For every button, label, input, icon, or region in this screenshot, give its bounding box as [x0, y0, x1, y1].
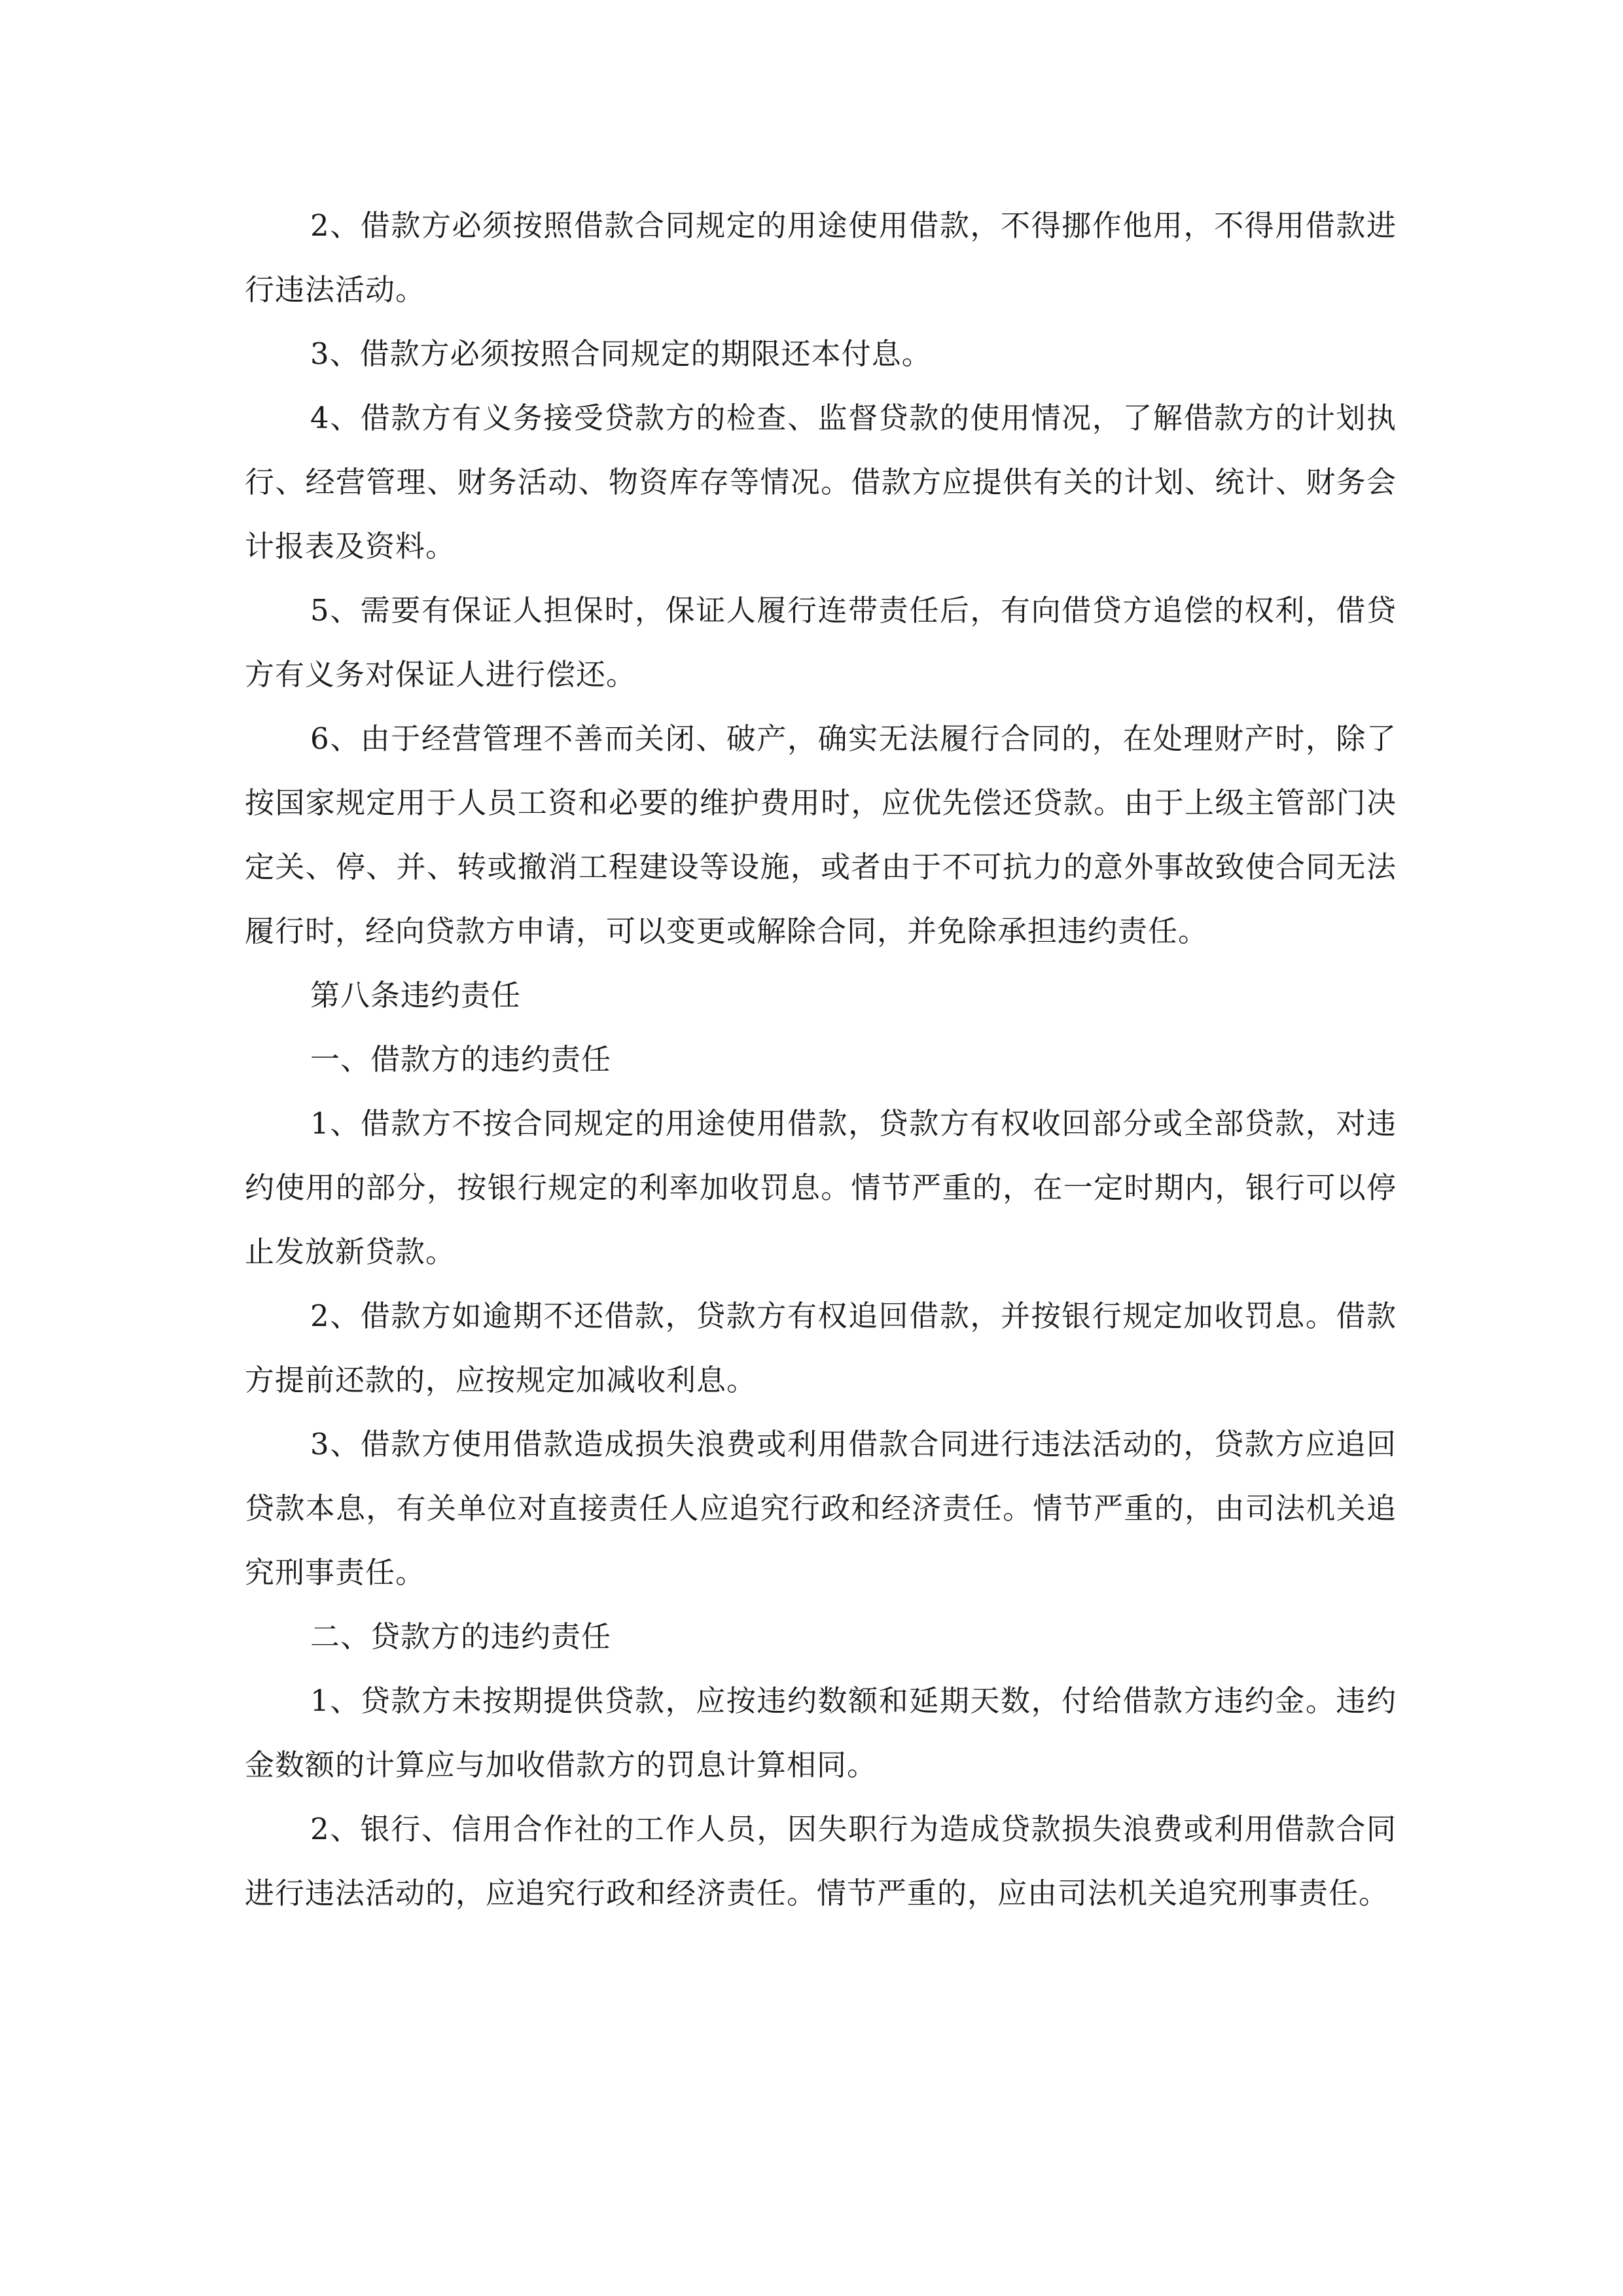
clause-4-supervision: 4、借款方有义务接受贷款方的检查、监督贷款的使用情况，了解借款方的计划执行、经营管理、财务活动、物资库存等情况。借款方应提供有关的计划、统计、财务会计报表及资料。	[245, 401, 1397, 564]
article-8-heading: 第八条违约责任	[310, 978, 522, 1013]
borrower-breach-1: 1、借款方不按合同规定的用途使用借款，贷款方有权收回部分或全部贷款，对违约使用的部分，按银行规定的利率加收罚息。情节严重的，在一定时期内，银行可以停止发放新贷款。	[245, 1106, 1397, 1269]
section-2-heading: 二、贷款方的违约责任	[310, 1619, 612, 1654]
clause-3-repayment-term: 3、借款方必须按照合同规定的期限还本付息。	[310, 336, 932, 371]
borrower-breach-3: 3、借款方使用借款造成损失浪费或利用借款合同进行违法活动的，贷款方应追回贷款本息，有关单位对直接责任人应追究行政和经济责任。情节严重的，由司法机关追究刑事责任。	[245, 1427, 1397, 1590]
lender-breach-1: 1、贷款方未按期提供贷款，应按违约数额和延期天数，付给借款方违约金。违约金数额的计算应与加收借款方的罚息计算相同。	[245, 1683, 1397, 1782]
borrower-breach-2: 2、借款方如逾期不还借款，贷款方有权追回借款，并按银行规定加收罚息。借款方提前还款的，应按规定加减收利息。	[245, 1299, 1397, 1397]
section-1-heading: 一、借款方的违约责任	[310, 1042, 612, 1077]
clause-2-use-of-loan: 2、借款方必须按照借款合同规定的用途使用借款，不得挪作他用，不得用借款进行违法活动。	[245, 208, 1397, 307]
lender-breach-2: 2、银行、信用合作社的工作人员，因失职行为造成贷款损失浪费或利用借款合同进行违法活动的，应追究行政和经济责任。情节严重的，应由司法机关追究刑事责任。	[245, 1812, 1397, 1910]
document-body	[245, 194, 1397, 1926]
clause-6-bankruptcy: 6、由于经营管理不善而关闭、破产，确实无法履行合同的，在处理财产时，除了按国家规定用于人员工资和必要的维护费用时，应优先偿还贷款。由于上级主管部门决定关、停、并、转或撤消工程建设等设施，或者由于不可抗力的意外事故致使合同无法履行时，经向贷款方申请，可以变更或解除合同，并免除承担违约责任。	[245, 721, 1397, 948]
clause-5-guarantor: 5、需要有保证人担保时，保证人履行连带责任后，有向借贷方追偿的权利，借贷方有义务对保证人进行偿还。	[245, 593, 1397, 692]
